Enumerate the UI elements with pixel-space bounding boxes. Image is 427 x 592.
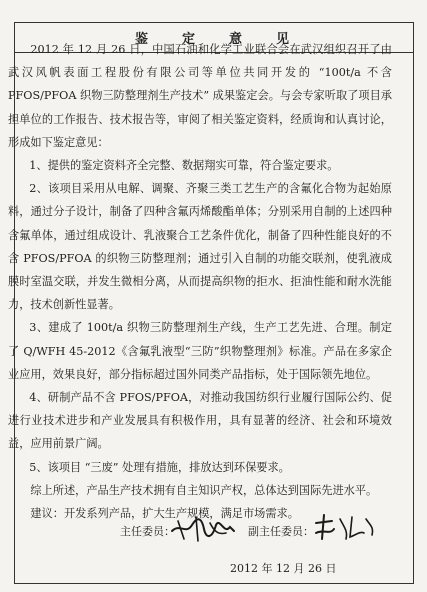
opinion-body — [8, 38, 392, 525]
vice-chair-signature — [310, 511, 380, 543]
signature-row — [120, 519, 390, 543]
opinion-item-4: 4、研制产品不含 PFOS/PFOA，对推动我国纺织行业履行国际公约、促进行业技术进步和产业发展具有积极作用，具有显著的经济、社会和环境效益，应用前景广阔。 — [8, 391, 392, 451]
document-title: 鉴定意见 — [15, 23, 413, 53]
opinion-item-3: 3、建成了 100t/a 织物三防整理剂生产线，生产工艺先进、合理。制定了 Q/WFH 45-2012《含氟乳液型“三防”织物整理剂》标准。产品在多家企业应用，效果良好，部分指标超过国外同类产品指标，处于国际领先地位。 — [8, 321, 392, 381]
chair-signature — [168, 513, 238, 545]
opinion-item-5: 5、该项目 “三废” 处理有措施，排放达到环保要求。 — [29, 460, 290, 474]
vice-chair-label: 副主任委员： — [248, 525, 314, 538]
conclusion-paragraph: 综上所述，产品生产技术拥有自主知识产权，总体达到国际先进水平。 — [30, 483, 378, 497]
suggestion-paragraph: 建议：开发系列产品，扩大生产规模，满足市场需求。 — [30, 507, 299, 521]
signing-date: 2012 年 12 月 26 日 — [230, 562, 337, 575]
intro-paragraph: 2012 年 12 月 26 日，中国石油和化学工业联合会在武汉组织召开了由武汉风帆表面工程股份有限公司等单位共同开发的 “100t/a 不含 PFOS/PFOA 织物三防整理剂生产技术” 成果鉴定会。与会专家听取了项目承担单位的工作报告、技术报告等，审阅了相关鉴定资料，经质询和认真讨论，形成如下鉴定意见： — [8, 43, 392, 149]
opinion-item-1: 1、提供的鉴定资料齐全完整、数据翔实可靠，符合鉴定要求。 — [29, 159, 339, 173]
opinion-item-2: 2、该项目采用从电解、调聚、齐聚三类工艺生产的含氟化合物为起始原料，通过分子设计，制备了四种含氟丙烯酸酯单体；分别采用自制的上述四种含氟单体，通过组成设计、乳液聚合工艺条件优化，制备了四种性能良好的不含 PFOS/PFOA 的织物三防整理剂；通过引入自制的功能交联剂，使乳液成膜时室温交联，并发生微相分离，从而提高织物的拒水、拒油性能和耐水洗能力，技术创新性显著。 — [8, 182, 392, 312]
chair-label: 主任委员： — [120, 525, 175, 538]
